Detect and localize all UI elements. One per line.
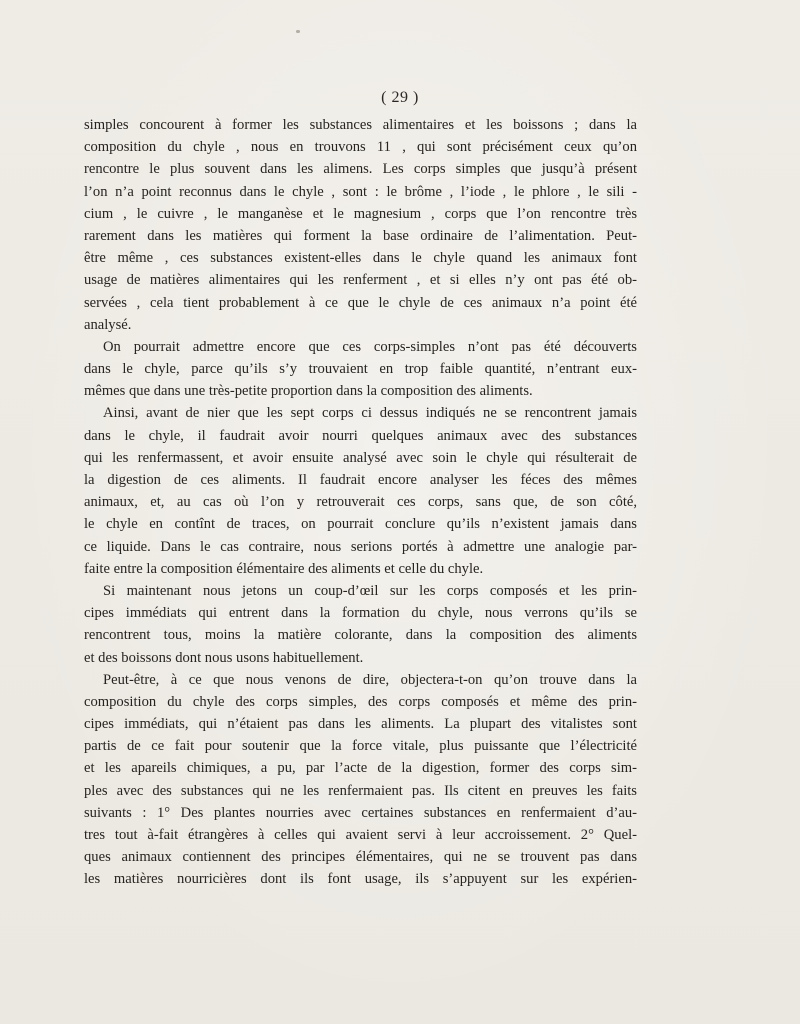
text-line: usage de matières alimentaires qui les renferment , et si elles n’y ont pas été ob- — [84, 272, 637, 289]
ink-speck — [296, 30, 300, 33]
text-line: et les apareils chimiques, a pu, par l’acte de la digestion, former des corps sim- — [84, 760, 637, 777]
text-line: tres tout à-fait étrangères à celles qui avaient servi à leur accroissement. 2° Quel- — [84, 827, 637, 843]
text-line: mêmes que dans une très-petite proportion dans la composition des aliments. — [84, 383, 533, 400]
text-line: les matières nourricières dont ils font usage, ils s’appuyent sur les expérien- — [84, 871, 637, 888]
text-line: rencontrent tous, moins la matière colorante, dans la composition des aliments — [84, 627, 637, 644]
text-line: Si maintenant nous jetons un coup-d’œil sur les corps composés et les prin- — [103, 582, 637, 599]
paragraph — [84, 580, 637, 669]
text-line: Peut-être, à ce que nous venons de dire, objectera-t-on qu’on trouve dans la — [103, 671, 637, 688]
text-line: le chyle en contînt de traces, on pourrait conclure qu’ils n’existent jamais dans — [84, 516, 637, 533]
text-line: qui les renfermassent, et avoir ensuite analysé avec soin le chyle qui résulterait de — [84, 449, 637, 466]
text-line: la digestion de ces aliments. Il faudrait encore analyser les féces des mêmes — [84, 472, 637, 488]
text-line: dans le chyle, il faudrait avoir nourri quelques animaux avec des substances — [84, 427, 637, 444]
text-line: cipes immédiats qui entrent dans la formation du chyle, nous verrons qu’ils se — [84, 605, 637, 622]
text-line: partis de ce fait pour soutenir que la force vitale, plus puissante que l’électricité — [84, 738, 637, 755]
text-line: l’on n’a point reconnus dans le chyle , sont : le brôme , l’iode , le phlore , le sili - — [84, 183, 637, 200]
text-line: cium , le cuivre , le manganèse et le magnesium , corps que l’on rencontre très — [84, 205, 637, 222]
text-line: ce liquide. Dans le cas contraire, nous serions portés à admettre une analogie par- — [84, 538, 637, 555]
text-line: faite entre la composition élémentaire des aliments et celle du chyle. — [84, 560, 484, 577]
text-line: animaux, et, au cas où l’on y retrouverait ces corps, sans que, de son côté, — [84, 494, 637, 511]
paragraph — [84, 114, 637, 336]
text-line: être même , ces substances existent-elles dans le chyle quand les animaux font — [84, 250, 637, 267]
body-text — [84, 114, 637, 891]
text-line: composition du chyle des corps simples, des corps composés et même des prin- — [84, 693, 637, 710]
text-line: simples concourent à former les substances alimentaires et les boissons ; dans la — [84, 117, 637, 133]
text-line: analysé. — [84, 316, 132, 333]
text-line: On pourrait admettre encore que ces corps-simples n’ont pas été découverts — [103, 338, 637, 355]
text-line: dans le chyle, parce qu’ils s’y trouvaient en trop faible quantité, n’entrant eux- — [84, 361, 637, 378]
paragraph — [84, 669, 637, 891]
text-line: ples avec des substances qui ne les renfermaient pas. Ils citent en preuves les faits — [84, 782, 637, 799]
text-line: et des boissons dont nous usons habituellement. — [84, 649, 364, 666]
paragraph — [84, 336, 637, 403]
text-line: rarement dans les matières qui forment la base ordinaire de l’alimentation. Peut- — [84, 227, 637, 244]
text-line: rencontre le plus souvent dans les alimens. Les corps simples que jusqu’à présent — [84, 161, 637, 178]
page-number: ( 29 ) — [381, 89, 419, 106]
text-line: ques animaux contiennent des principes élémentaires, qui ne se trouvent pas dans — [84, 849, 637, 866]
text-line: composition du chyle , nous en trouvons 11 , qui sont précisément ceux qu’on — [84, 139, 637, 156]
text-line: cipes immédiats, qui n’étaient pas dans les aliments. La plupart des vitalistes sont — [84, 716, 637, 733]
text-line: servées , cela tient probablement à ce que le chyle de ces animaux n’a point été — [84, 294, 637, 311]
text-line: suivants : 1° Des plantes nourries avec certaines substances en renfermaient d’au- — [84, 804, 637, 821]
paragraph — [84, 402, 637, 580]
text-line: Ainsi, avant de nier que les sept corps ci dessus indiqués ne se rencontrent jamais — [103, 405, 637, 422]
